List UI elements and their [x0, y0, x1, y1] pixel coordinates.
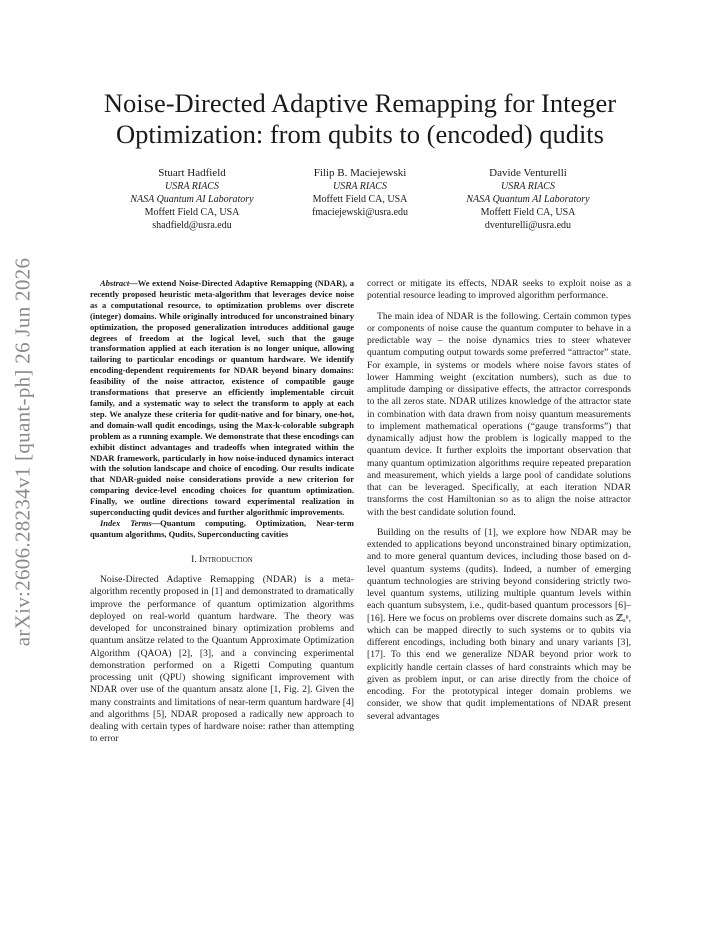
body-paragraph: The main idea of NDAR is the following. Certain common types or components of noise cause the quantum computer to behave in a predictable way – the noise dynamics tries to steer whatever quantum computing output towards some preferred “attractor” state. For example, in systems or models where noise favors states of lower Hamming weight (excitation numbers), such as due to amplitude damping or dissipative effects, the attractor corresponds to the all zeros state. NDAR utilizes knowledge of the attractor state in combination with data drawn from noisy quantum measurements to implement mathematical operations (“gauge transforms”) that dynamically adjust how the problem is logically mapped to the quantum device. It further exploits the important observation that many quantum optimization algorithms require repeated preparation and measurement, which yields a large pool of candidate solutions that can be leveraged. Specifically, at each iteration NDAR transforms the cost Hamiltonian so as to align the noise attractor with the best candidate solution found.: [367, 310, 631, 518]
abstract-text: We extend Noise-Directed Adaptive Remapping (NDAR), a recently proposed heuristic meta-algorithm that leverages device noise as a computational resource, to optimization problems over discrete (integer) domains. While originally introduced for unconstrained binary optimization, the proposed generalization introduces additional gauge degrees of freedom at the logical level, such that the gauge transformation applied at each iteration is no longer unique, allowing tailoring to particular encodings or quantum hardware. We identify encoding-dependent requirements for NDAR beyond binary domains: feasibility of the noise attractor, existence of compatible gauge transformations that preserve an efficiently implementable circuit family, and a systematic way to select the transform to apply at each step. We analyze these criteria for qudit-native and for binary, one-hot, and domain-wall qudit encodings, using the Max-k-colorable subgraph problem as a running example. We demonstrate that these encodings can exhibit distinct advantages and tradeoffs when integrated within the NDAR framework, particularly in how noise-induced dynamics interact with the solution landscape and choice of encoding. Our results indicate that NDAR-guided noise considerations provide a new criterion for comparing device-level encoding choices for quantum optimization. Finally, we outline directions toward experimental realization in superconducting qudit devices and further algorithmic improvements.: [90, 278, 354, 518]
author-affiliation: USRA RIACS: [165, 181, 219, 192]
author-email: fmaciejewski@usra.edu: [311, 207, 409, 218]
author-affiliation: USRA RIACS: [501, 181, 555, 192]
body-paragraph: correct or mitigate its effects, NDAR seeks to exploit noise as a potential resource leading to improved algorithm performance.: [367, 278, 631, 302]
author-3: [428, 166, 628, 232]
index-terms-label: Index Terms—: [100, 517, 161, 528]
author-location: Moffett Field CA, USA: [312, 194, 408, 205]
arxiv-sidebar: [8, 248, 38, 656]
intro-paragraph: Noise-Directed Adaptive Remapping (NDAR) is a meta-algorithm recently proposed in [1] and demonstrated to dramatically improve the performance of quantum optimization algorithms deployed on real-world quantum hardware. The theory was developed for unconstrained binary optimization problems and quantum ansätze related to the Quantum Approximate Optimization Algorithm (QAOA) [2], [3], and a convincing experimental demonstration performed on a Rigetti Computing quantum processing unit (QPU) showing significant improvement with NDAR over use of the quantum ansatz alone [1, Fig. 2]. Given the many constraints and limitations of near-term quantum hardware [4] and algorithms [5], NDAR proposed a radically new approach to dealing with certain types of hardware noise: rather than attempting to error: [90, 574, 354, 745]
paper-title: Noise-Directed Adaptive Remapping for Integer Optimization: from qubits to (encoded) qudits: [103, 88, 617, 149]
author-affiliation: USRA RIACS: [333, 181, 387, 192]
author-affiliation: NASA Quantum AI Laboratory: [466, 194, 590, 205]
section-heading: I. Introduction: [191, 553, 253, 565]
author-location: Moffett Field CA, USA: [480, 207, 576, 218]
author-name: Davide Venturelli: [489, 167, 567, 179]
author-affiliation: NASA Quantum AI Laboratory: [130, 194, 254, 205]
author-email: dventurelli@usra.edu: [484, 220, 572, 231]
body-paragraph: Building on the results of [1], we explore how NDAR may be extended to applications beyond unconstrained binary optimization, and to more general quantum devices, including those based on d-level quantum systems (qudits). Indeed, a number of emerging quantum technologies are striving beyond considering strictly two-level quantum systems, utilizing multiple quantum levels within each quantum subsystem, i.e., qudit-based quantum processors [6]–[16]. Here we focus on problems over discrete domains such as ℤₐⁿ, which can be mapped directly to such systems or to qubits via different encodings, including both binary and unary variants [3], [17]. To this end we generalize NDAR beyond prior work to explicitly handle certain classes of hard constraints which may be given as problem input, or can arise directly from the choice of encoding. For the prototypical integer domain problems we consider, we show that qudit implementations of NDAR present several advantages: [367, 526, 631, 722]
arxiv-identifier: arXiv:2606.28234v1 [quant-ph] 26 Jun 2026: [10, 257, 35, 647]
abstract-label: Abstract—: [100, 278, 138, 288]
author-email: shadfield@usra.edu: [152, 220, 232, 231]
right-column: [367, 278, 631, 731]
author-name: Stuart Hadfield: [158, 167, 226, 179]
abstract: [90, 278, 354, 540]
left-column: [90, 278, 354, 754]
author-location: Moffett Field CA, USA: [144, 207, 240, 218]
author-name: Filip B. Maciejewski: [313, 167, 407, 179]
index-terms-text: Quantum computing, Optimization, Near-term quantum algorithms, Qudits, Superconducting cavities: [90, 517, 354, 539]
